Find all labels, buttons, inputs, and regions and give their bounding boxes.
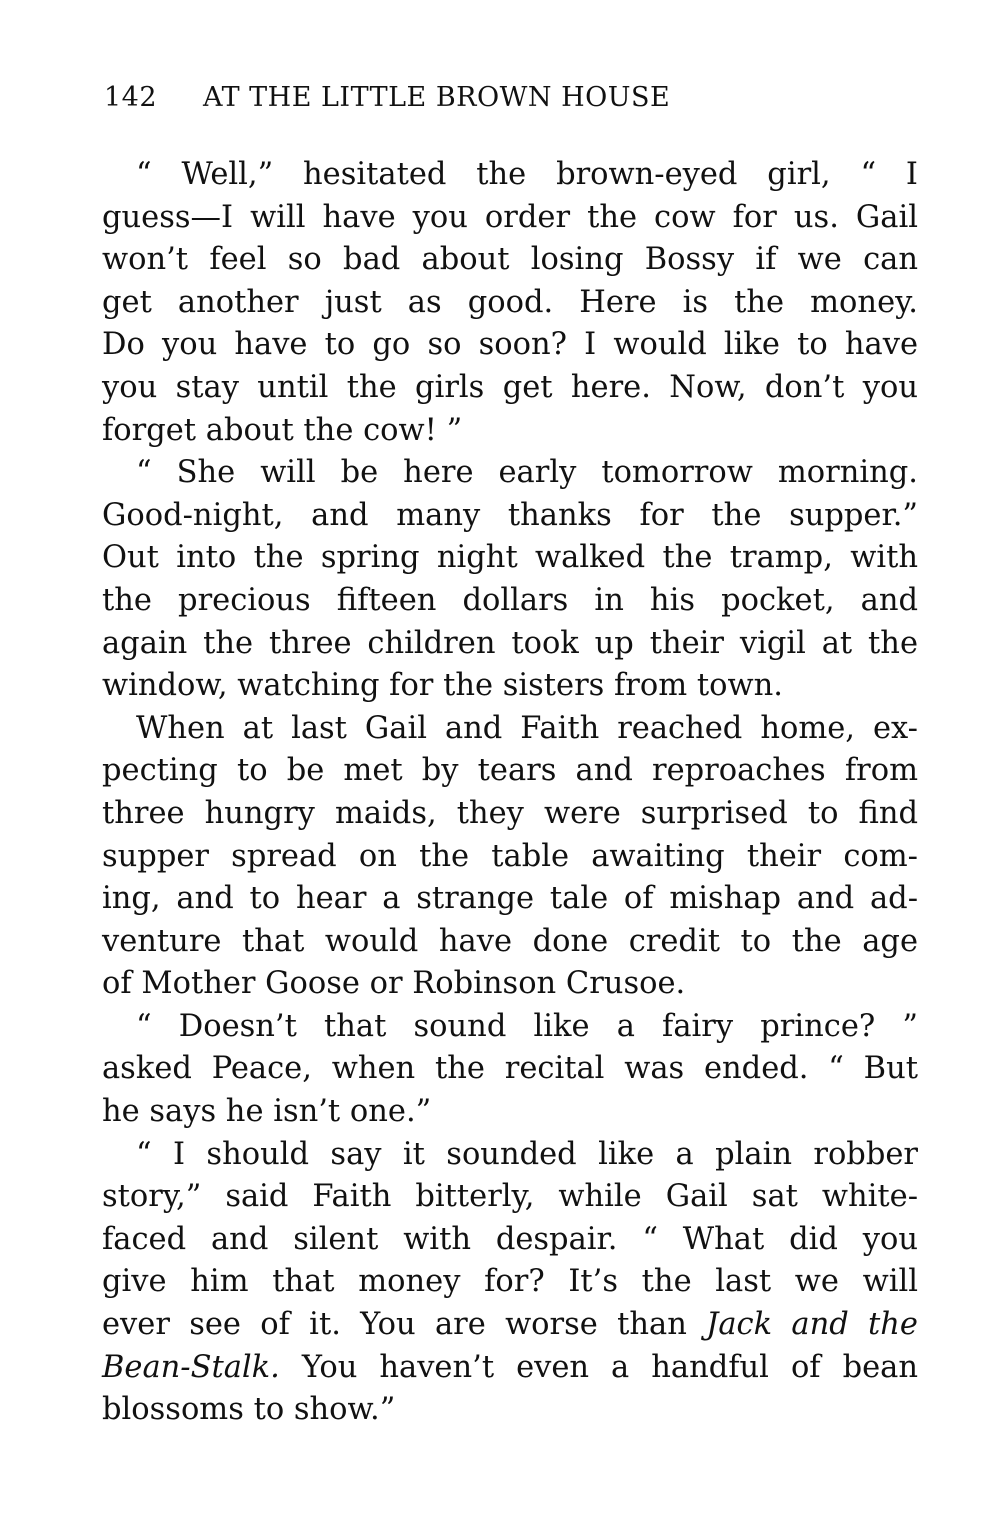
text-line <box>102 1347 918 1390</box>
text-line: you stay until the girls get here. Now, don’t you <box>102 369 918 405</box>
text-line: again the three children took up their vigil at the <box>102 625 918 661</box>
italic-title: Jack and the <box>706 1307 918 1343</box>
text-line: of Mother Goose or Robinson Crusoe. <box>102 966 686 1002</box>
text-line: he says he isn’t one.” <box>102 1094 432 1130</box>
text-line <box>102 1304 918 1347</box>
text-line: supper spread on the table awaiting their com- <box>102 838 918 874</box>
text-line: pecting to be met by tears and reproaches from <box>102 753 918 789</box>
text-line: story,” said Faith bitterly, while Gail sat white- <box>102 1179 918 1215</box>
text-line: When at last Gail and Faith reached home, ex- <box>136 710 918 746</box>
text-line: three hungry maids, they were surprised to find <box>102 795 918 831</box>
page-number: 142 <box>104 82 158 113</box>
text-line: give him that money for? It’s the last we will <box>102 1264 918 1300</box>
text-run: ever see of it. You are worse than <box>102 1307 707 1343</box>
text-line: “ She will be here early tomorrow morning. <box>136 455 918 491</box>
text-line: asked Peace, when the recital was ended. “ But <box>102 1051 918 1087</box>
text-line: “ I should say it sounded like a plain robber <box>136 1136 918 1172</box>
text-line: ing, and to hear a strange tale of mishap and ad- <box>102 881 918 917</box>
italic-title: Bean-Stalk. <box>102 1349 280 1385</box>
text-line: “ Well,” hesitated the brown-eyed girl, “ I <box>136 157 918 192</box>
text-line: get another just as good. Here is the money. <box>102 284 918 320</box>
text-line: “ Doesn’t that sound like a fairy prince? ” <box>136 1008 918 1044</box>
text-run: You haven’t even a handful of bean <box>279 1349 918 1385</box>
text-line: faced and silent with despair. “ What did you <box>102 1221 918 1257</box>
text-line: blossoms to show.” <box>102 1392 396 1428</box>
text-line: window, watching for the sisters from town. <box>102 668 783 704</box>
text-line: won’t feel so bad about losing Bossy if we can <box>102 242 918 278</box>
text-line: forget about the cow! ” <box>102 412 463 448</box>
text-line: guess—I will have you order the cow for us. Gail <box>102 199 918 235</box>
running-head <box>104 82 924 122</box>
text-line: venture that would have done credit to the age <box>102 923 918 959</box>
body-text <box>102 154 918 1432</box>
running-title: AT THE LITTLE BROWN HOUSE <box>203 82 671 113</box>
text-line: Out into the spring night walked the tramp, with <box>102 540 918 576</box>
text-line: Good-night, and many thanks for the supper.” <box>102 497 918 533</box>
text-line: Do you have to go so soon? I would like to have <box>102 327 918 363</box>
text-line: the precious fifteen dollars in his pocket, and <box>102 582 918 618</box>
